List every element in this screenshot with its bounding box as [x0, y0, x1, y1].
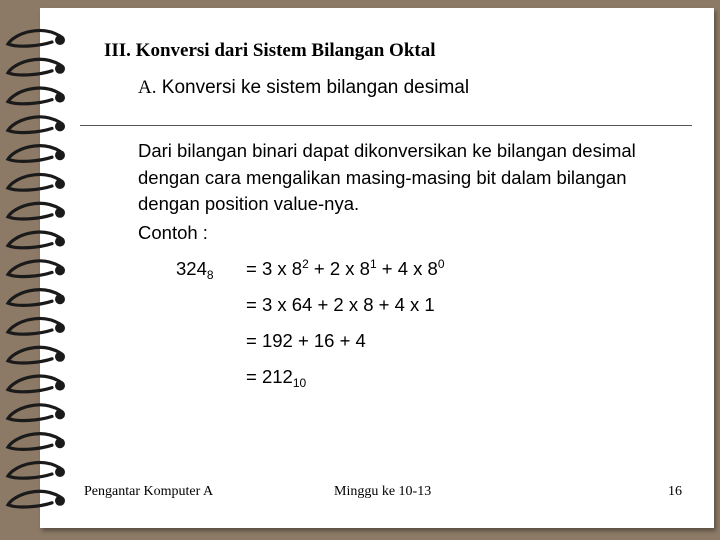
equation-line-3: = 192 + 16 + 4: [246, 330, 366, 351]
paragraph-line: dengan cara mengalikan masing-masing bit dalam bilangan: [138, 166, 627, 188]
exponent: 0: [437, 257, 445, 271]
equation-line-4: [246, 366, 306, 388]
spiral-ring-icon: [8, 405, 65, 421]
slide-subtitle: [138, 77, 469, 99]
spiral-ring-icon: [8, 175, 65, 191]
paragraph-line: dengan position value-nya.: [138, 193, 360, 214]
footer-course: Pengantar Komputer A: [84, 484, 214, 499]
slide-title: III. Konversi dari Sistem Bilangan Oktal: [104, 40, 436, 61]
spiral-binding-icon: [0, 0, 80, 540]
spiral-ring-icon: [8, 146, 65, 162]
paragraph-line: Dari bilangan binari dapat dikonversikan ke bilangan desimal: [138, 140, 636, 161]
equation-line-1: [246, 258, 445, 280]
number-base: 8: [206, 268, 214, 282]
spiral-ring-icon: [8, 434, 65, 450]
spiral-ring-icon: [8, 376, 65, 392]
example-label: Contoh :: [138, 222, 208, 243]
spiral-ring-icon: [8, 88, 65, 104]
spiral-ring-icon: [8, 232, 65, 248]
spiral-ring-icon: [8, 290, 65, 306]
spiral-ring-icon: [8, 319, 65, 335]
spiral-ring-icon: [8, 347, 65, 363]
footer-week: Minggu ke 10-13: [334, 484, 432, 499]
spiral-ring-icon: [8, 261, 65, 277]
divider-rule: [80, 125, 692, 126]
subtitle-letter: A.: [138, 77, 157, 98]
term: = 3 x 8: [246, 258, 303, 279]
term: + 4 x 8: [376, 258, 438, 279]
footer-page-number: 16: [668, 484, 682, 499]
spiral-ring-icon: [8, 59, 65, 75]
result-value: = 212: [246, 366, 293, 387]
example-number: [176, 258, 214, 280]
spiral-ring-icon: [8, 463, 65, 479]
subtitle-text: Konversi ke sistem bilangan desimal: [161, 77, 470, 98]
spiral-ring-icon: [8, 31, 65, 47]
result-base: 10: [292, 376, 307, 390]
spiral-ring-icon: [8, 491, 65, 507]
term: + 2 x 8: [308, 258, 370, 279]
exponent: 1: [369, 257, 377, 271]
exponent: 2: [302, 257, 309, 271]
spiral-ring-icon: [8, 117, 65, 133]
body-paragraph: [138, 138, 698, 218]
equation-line-2: = 3 x 64 + 2 x 8 + 4 x 1: [246, 294, 435, 315]
octal-number: 324: [176, 258, 207, 279]
spiral-ring-icon: [8, 203, 65, 219]
